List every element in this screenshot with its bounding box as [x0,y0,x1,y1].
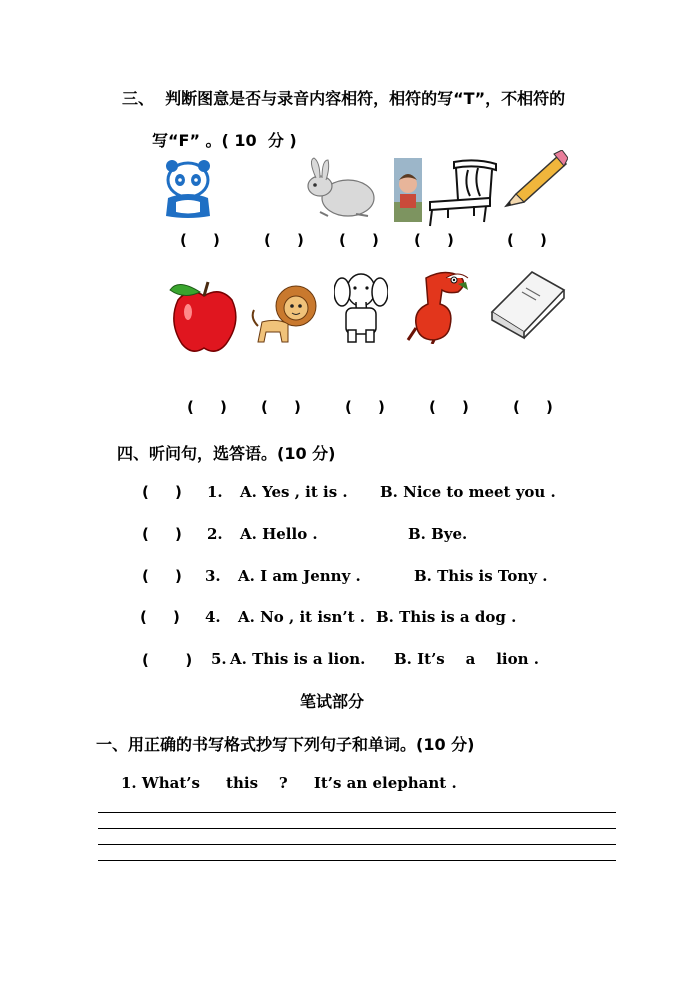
answer-blank[interactable]: ( ) [142,567,182,585]
option-a: A. Yes , it is . [240,483,348,501]
answer-blank[interactable]: ( ) [261,398,301,416]
answer-blank[interactable]: ( ) [513,398,553,416]
answer-blank[interactable]: ( ) [140,608,180,626]
section3-title-line2: 写“F” 。( 10 分 ) [152,131,297,150]
option-b: B. This is a dog . [376,608,517,626]
option-b: B. Nice to meet you . [380,483,556,501]
question-number: 2. [207,525,223,543]
elephant-icon [334,268,388,344]
answer-blank[interactable]: ( ) [264,231,304,249]
answer-blank[interactable]: ( ) [345,398,385,416]
answer-blank[interactable]: ( ) [142,651,193,669]
option-b: B. It’s a lion . [394,650,539,668]
panda-icon [160,158,216,220]
answer-blank[interactable]: ( ) [429,398,469,416]
dinosaur-icon [406,268,472,344]
answer-blank[interactable]: ( ) [339,231,379,249]
option-a: A. No , it isn’t . [238,608,365,626]
section3-title-line1: 三、 判断图意是否与录音内容相符，相符的写“T”，不相符的 [122,89,566,108]
question-number: 3. [205,567,221,585]
written-part-heading: 笔试部分 [300,692,365,711]
option-b: B. This is Tony . [414,567,548,585]
option-a: A. I am Jenny . [238,567,361,585]
answer-blank[interactable]: ( ) [142,525,182,543]
option-a: A. Hello . [240,525,318,543]
book-icon [488,268,568,340]
chair-icon [424,158,500,228]
answer-blank[interactable]: ( ) [507,231,547,249]
question-number: 5. [211,650,227,668]
boy-photo-icon [394,158,422,222]
section4-title: 四、听问句，选答语。(10 分) [117,444,336,463]
section1-title: 一、用正确的书写格式抄写下列句子和单词。(10 分) [96,735,475,754]
copy-sentence: 1. What’s this ? It’s an elephant . [121,774,457,792]
writing-line[interactable] [98,812,616,813]
answer-blank[interactable]: ( ) [142,483,182,501]
answer-blank[interactable]: ( ) [187,398,227,416]
question-number: 4. [205,608,221,626]
option-b: B. Bye. [408,525,468,543]
rabbit-icon [298,156,378,222]
option-a: A. This is a lion. [230,650,366,668]
question-number: 1. [207,483,223,501]
lion-icon [248,282,324,348]
writing-line[interactable] [98,860,616,861]
writing-line[interactable] [98,828,616,829]
writing-line[interactable] [98,844,616,845]
apple-icon [168,278,240,354]
pencil-icon [504,150,568,210]
answer-blank[interactable]: ( ) [180,231,220,249]
answer-blank[interactable]: ( ) [414,231,454,249]
